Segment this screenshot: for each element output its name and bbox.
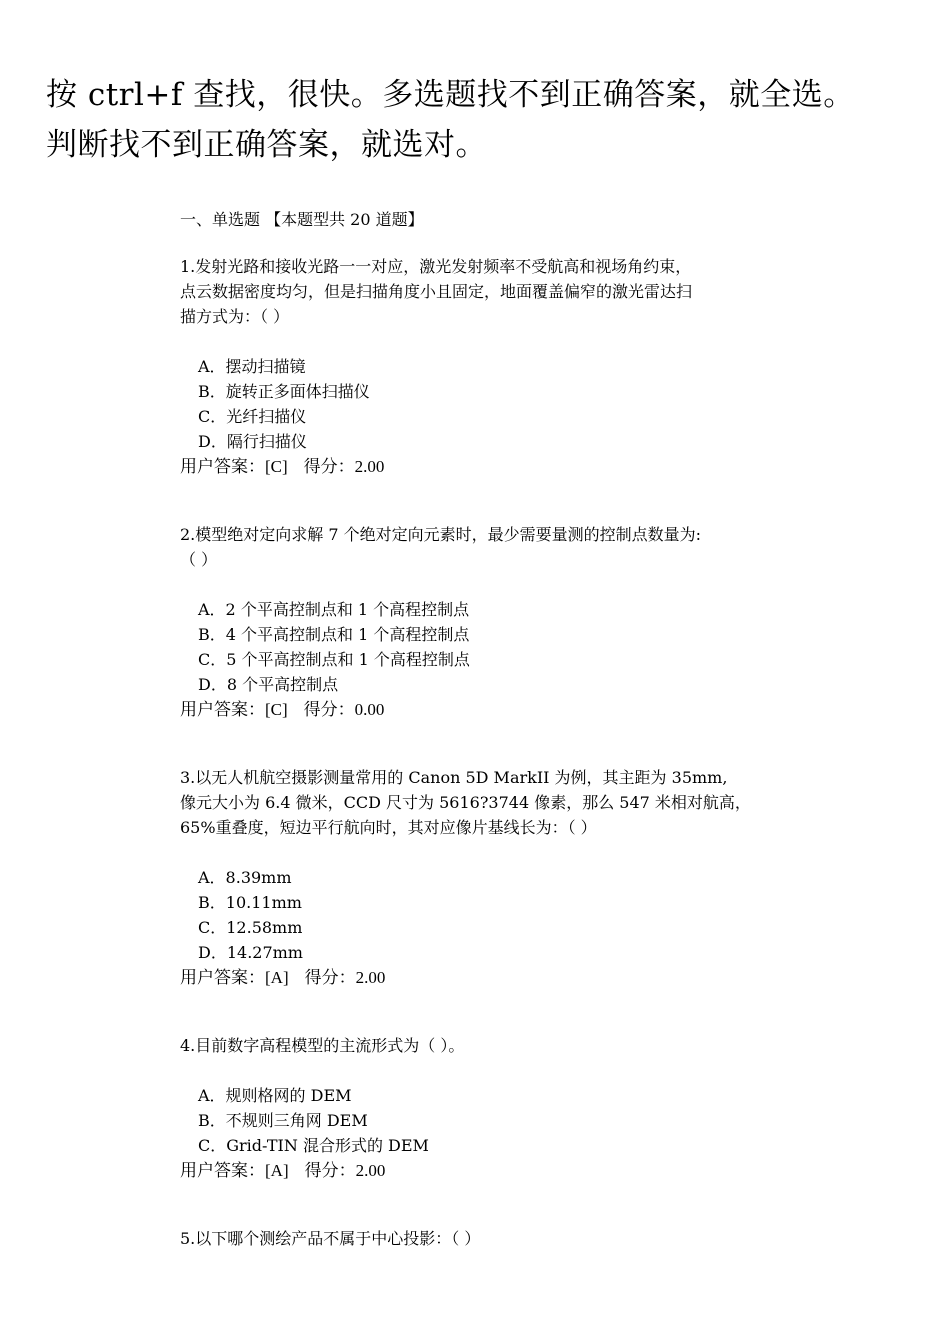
option-b: B．不规则三角网 DEM (198, 1111, 368, 1130)
option-d: D．隔行扫描仪 (198, 432, 307, 451)
answer-line (180, 454, 820, 479)
instruction-header (46, 70, 946, 170)
question-stem (180, 254, 820, 329)
score: 得分：0.00 (303, 700, 385, 719)
option-a: A．摆动扫描镜 (198, 357, 306, 376)
instruction-line-2: 判断找不到正确答案，就选对。 (46, 127, 487, 163)
option-c: C．12.58mm (198, 918, 303, 937)
stem-line: 像元大小为 6.4 微米，CCD 尺寸为 5616?3744 像素，那么 547 米相对航高， (180, 793, 751, 812)
stem-line: 5.以下哪个测绘产品不属于中心投影：（ ） (180, 1229, 481, 1248)
question-1 (180, 254, 820, 479)
question-stem (180, 1033, 820, 1058)
stem-line: （ ） (180, 550, 218, 569)
stem-line: 4.目前数字高程模型的主流形式为（ ）。 (180, 1036, 465, 1055)
score: 得分：2.00 (303, 457, 385, 476)
option-a: A．2 个平高控制点和 1 个高程控制点 (198, 600, 470, 619)
stem-line: 3.以无人机航空摄影测量常用的 Canon 5D MarkII 为例，其主距为 35mm, (180, 768, 728, 787)
option-c: C．光纤扫描仪 (198, 407, 307, 426)
option-a: A．规则格网的 DEM (198, 1086, 352, 1105)
stem-line: 描方式为：（ ） (180, 307, 290, 326)
score: 得分：2.00 (304, 1161, 386, 1180)
option-list (198, 865, 820, 965)
section-title: 一、单选题 【本题型共 20 道题】 (180, 210, 424, 229)
answer-line (180, 1158, 820, 1183)
stem-line: 2.模型绝对定向求解 7 个绝对定向元素时，最少需要量测的控制点数量为: (180, 525, 702, 544)
option-list (198, 1083, 820, 1158)
option-b: B．10.11mm (198, 893, 302, 912)
stem-line: 点云数据密度均匀，但是扫描角度小且固定，地面覆盖偏窄的激光雷达扫 (180, 282, 693, 301)
stem-line: 1.发射光路和接收光路一一对应，激光发射频率不受航高和视场角约束， (180, 257, 692, 276)
quiz-content (180, 207, 820, 1251)
option-list (198, 597, 820, 697)
score: 得分：2.00 (304, 968, 386, 987)
instruction-line-1: 按 ctrl+f 查找，很快。多选题找不到正确答案，就全选。 (46, 77, 855, 113)
option-c: C．5 个平高控制点和 1 个高程控制点 (198, 650, 470, 669)
answer-line (180, 965, 820, 990)
option-b: B．4 个平高控制点和 1 个高程控制点 (198, 625, 470, 644)
answer-line (180, 697, 820, 722)
option-a: A．8.39mm (198, 868, 292, 887)
question-stem (180, 522, 820, 572)
question-4 (180, 1033, 820, 1183)
option-c: C．Grid-TIN 混合形式的 DEM (198, 1136, 429, 1155)
option-d: D．8 个平高控制点 (198, 675, 339, 694)
option-b: B．旋转正多面体扫描仪 (198, 382, 370, 401)
user-answer: 用户答案：[A] (180, 1161, 289, 1180)
question-2 (180, 522, 820, 722)
stem-line: 65%重叠度，短边平行航向时，其对应像片基线长为：（ ） (180, 818, 597, 837)
question-stem (180, 1226, 820, 1251)
option-list (198, 354, 820, 454)
question-stem (180, 765, 820, 840)
user-answer: 用户答案：[A] (180, 968, 289, 987)
question-5 (180, 1226, 820, 1251)
user-answer: 用户答案：[C] (180, 457, 288, 476)
question-3 (180, 765, 820, 990)
option-d: D．14.27mm (198, 943, 303, 962)
user-answer: 用户答案：[C] (180, 700, 288, 719)
